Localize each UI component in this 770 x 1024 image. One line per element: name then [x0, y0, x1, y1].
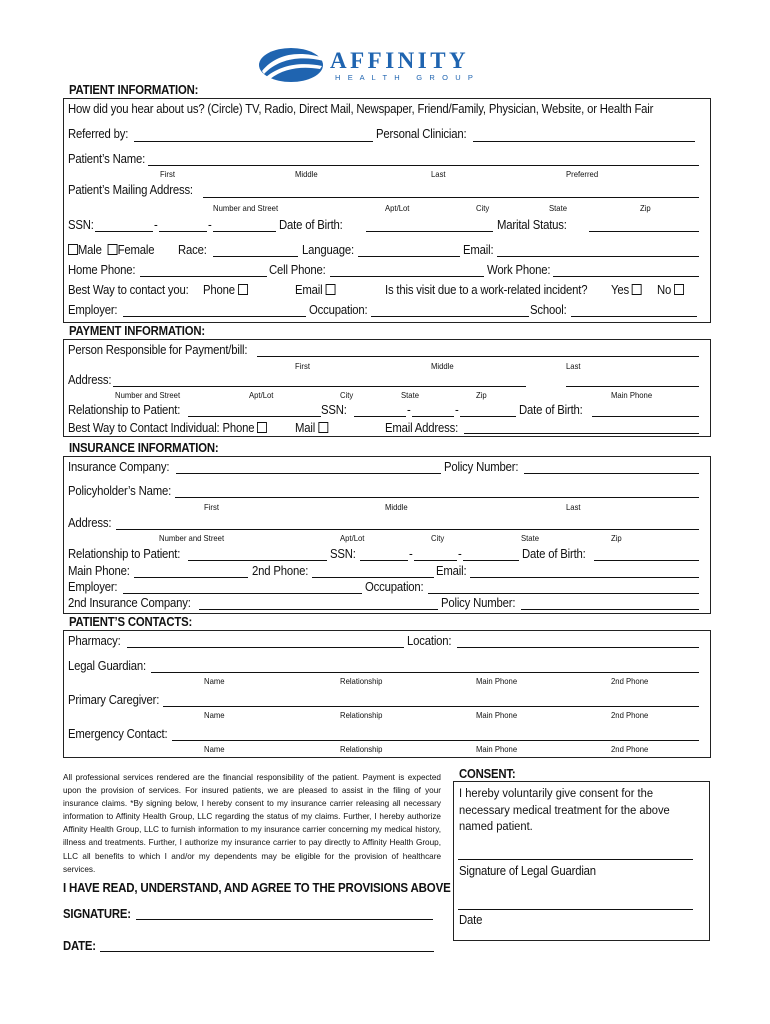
- emergency-main-phone: Main Phone: [476, 744, 518, 754]
- pay-mail-checkbox[interactable]: [318, 422, 328, 433]
- referred-field[interactable]: [134, 141, 373, 142]
- ins-address-label: Address:: [68, 516, 112, 530]
- logo-subtitle: H E A L T H G R O U P: [335, 73, 476, 82]
- contact-email-checkbox[interactable]: [325, 284, 335, 295]
- race-label: Race:: [178, 243, 207, 257]
- guardian-signature-label: Signature of Legal Guardian: [459, 864, 596, 878]
- financial-disclaimer: All professional services rendered are the financial responsibility of the patient. Payment is expected upon the provision of services. For insured patients, we are pleased to assist in the filing of your insurance claims. *By signing below, I hereby consent to my insurance carrier releasing all necessary information to Affinity Health Group, LLC regarding the status of my claims. Further, I hereby authorize Affinity Health Group, LLC to furnish information to my insurance carrier concerning my medical history, illness and treatments. Further, I authorize my insurance carrier to pay directly to Affinity Health Group, LLC all benefits to which I and/or my dependents may be eligible for the provision of healthcare services.: [63, 773, 441, 874]
- signature-field[interactable]: [136, 919, 433, 920]
- school-field[interactable]: [571, 316, 697, 317]
- occupation-field[interactable]: [371, 316, 529, 317]
- patient-heading: PATIENT INFORMATION:: [69, 83, 199, 97]
- pharmacy-field[interactable]: [127, 647, 404, 648]
- pay-dob-label: Date of Birth:: [519, 403, 583, 417]
- holder-last: Last: [566, 502, 581, 512]
- ins-dob-label: Date of Birth:: [522, 547, 586, 561]
- language-label: Language:: [302, 243, 354, 257]
- caregiver-label: Primary Caregiver:: [68, 693, 160, 707]
- ssn-field-1[interactable]: [95, 231, 153, 232]
- pay-ssn-dash-1: -: [407, 403, 411, 417]
- ins-second-phone-field[interactable]: [312, 577, 434, 578]
- pay-address-field[interactable]: [113, 386, 526, 387]
- contact-email-label: Email: [295, 283, 323, 297]
- email-label: Email:: [463, 243, 494, 257]
- emergency-relationship: Relationship: [340, 744, 383, 754]
- ins-ssn-dash-1: -: [409, 547, 413, 561]
- female-checkbox[interactable]: [108, 244, 118, 255]
- ins-dob-field[interactable]: [594, 560, 699, 561]
- ins-addr-street: Number and Street: [159, 533, 225, 543]
- marital-label: Marital Status:: [497, 218, 567, 232]
- contact-phone-checkbox[interactable]: [238, 284, 248, 295]
- pay-ssn-label: SSN:: [321, 403, 347, 417]
- employer-field[interactable]: [123, 316, 306, 317]
- guardian-main-phone: Main Phone: [476, 676, 518, 686]
- holder-middle: Middle: [385, 502, 408, 512]
- ssn-label: SSN:: [68, 218, 94, 232]
- ins-relationship-label: Relationship to Patient:: [68, 547, 181, 561]
- pay-ssn-field-1[interactable]: [354, 416, 406, 417]
- name-last: Last: [431, 169, 446, 179]
- gender-row: [68, 243, 154, 258]
- ins-addr-state: State: [521, 533, 539, 543]
- holder-field[interactable]: [175, 497, 699, 498]
- patient-name-field[interactable]: [148, 165, 699, 166]
- ins-employer-label: Employer:: [68, 580, 118, 594]
- mailing-field[interactable]: [203, 197, 699, 198]
- logo-name: AFFINITY: [330, 48, 470, 73]
- signature-label: SIGNATURE:: [63, 907, 131, 921]
- consent-date-label: Date: [459, 913, 483, 927]
- pay-ssn-field-2[interactable]: [412, 416, 454, 417]
- ins-main-phone-field[interactable]: [134, 577, 248, 578]
- pay-relationship-label: Relationship to Patient:: [68, 403, 181, 417]
- responsible-field[interactable]: [257, 356, 699, 357]
- pay-email-field[interactable]: [464, 433, 699, 434]
- pay-address-label: Address:: [68, 373, 112, 387]
- pay-dob-field[interactable]: [592, 416, 699, 417]
- ins-main-phone-label: Main Phone:: [68, 564, 130, 578]
- guardian-second-phone: 2nd Phone: [611, 676, 649, 686]
- dob-field[interactable]: [366, 231, 493, 232]
- ins-occupation-field[interactable]: [428, 593, 699, 594]
- clinician-label: Personal Clinician:: [376, 127, 467, 141]
- guardian-field[interactable]: [151, 672, 699, 673]
- dob-label: Date of Birth:: [279, 218, 343, 232]
- location-field[interactable]: [457, 647, 699, 648]
- name-first: First: [160, 169, 175, 179]
- resp-last: Last: [566, 361, 581, 371]
- pay-addr-zip: Zip: [476, 390, 487, 400]
- employer-label: Employer:: [68, 303, 118, 317]
- occupation-label: Occupation:: [309, 303, 368, 317]
- male-label: Male: [77, 243, 102, 257]
- caregiver-main-phone: Main Phone: [476, 710, 518, 720]
- ssn-field-3[interactable]: [213, 231, 276, 232]
- pay-mail-label: Mail: [295, 421, 316, 435]
- holder-label: Policyholder’s Name:: [68, 484, 172, 498]
- emergency-name: Name: [204, 744, 225, 754]
- consent-text: I hereby voluntarily give consent for the necessary medical treatment for the above named patient.: [459, 786, 670, 833]
- date-field[interactable]: [100, 951, 434, 952]
- addr-street: Number and Street: [213, 203, 279, 213]
- home-phone-field[interactable]: [140, 276, 267, 277]
- pay-email-label: Email Address:: [385, 421, 459, 435]
- pay-best-way: [68, 421, 267, 436]
- guardian-signature-field[interactable]: [458, 859, 693, 860]
- pay-phone-checkbox[interactable]: [257, 422, 267, 433]
- ins-addr-zip: Zip: [611, 533, 622, 543]
- no-option: [657, 283, 684, 298]
- emergency-label: Emergency Contact:: [68, 727, 168, 741]
- pay-addr-main-phone: Main Phone: [611, 390, 653, 400]
- ins-ssn-dash-2: -: [458, 547, 462, 561]
- name-middle: Middle: [295, 169, 318, 179]
- pay-mail-option: [295, 421, 328, 436]
- cell-phone-label: Cell Phone:: [269, 263, 326, 277]
- pharmacy-label: Pharmacy:: [68, 634, 121, 648]
- caregiver-field[interactable]: [163, 706, 699, 707]
- caregiver-name: Name: [204, 710, 225, 720]
- pay-addr-city: City: [340, 390, 354, 400]
- payment-heading: PAYMENT INFORMATION:: [69, 324, 205, 338]
- ins-relationship-field[interactable]: [188, 560, 327, 561]
- yes-label: Yes: [611, 283, 629, 297]
- emergency-second-phone: 2nd Phone: [611, 744, 649, 754]
- patient-name-label: Patient’s Name:: [68, 152, 146, 166]
- pay-relationship-field[interactable]: [188, 416, 321, 417]
- contact-phone-option: [203, 283, 248, 298]
- home-phone-label: Home Phone:: [68, 263, 136, 277]
- addr-city: City: [476, 203, 490, 213]
- ins-addr-apt: Apt/Lot: [340, 533, 365, 543]
- responsible-label: Person Responsible for Payment/bill:: [68, 343, 248, 357]
- pay-addr-apt: Apt/Lot: [249, 390, 274, 400]
- ins-ssn-field-1[interactable]: [360, 560, 408, 561]
- contacts-heading: PATIENT’S CONTACTS:: [69, 615, 193, 629]
- contact-phone-label: Phone: [203, 283, 235, 297]
- addr-apt: Apt/Lot: [385, 203, 410, 213]
- second-ins-policy-field[interactable]: [521, 609, 699, 610]
- ssn-dash-1: -: [154, 218, 158, 232]
- yes-checkbox[interactable]: [632, 284, 642, 295]
- second-ins-company-label: 2nd Insurance Company:: [68, 596, 191, 610]
- male-checkbox[interactable]: [68, 244, 78, 255]
- ins-email-label: Email:: [436, 564, 467, 578]
- ins-company-label: Insurance Company:: [68, 460, 170, 474]
- guardian-name: Name: [204, 676, 225, 686]
- ins-second-phone-label: 2nd Phone:: [252, 564, 309, 578]
- work-phone-label: Work Phone:: [487, 263, 551, 277]
- location-label: Location:: [407, 634, 452, 648]
- no-label: No: [657, 283, 672, 297]
- contact-label: Best Way to contact you:: [68, 283, 189, 297]
- second-ins-policy-label: Policy Number:: [441, 596, 516, 610]
- pay-addr-street: Number and Street: [115, 390, 181, 400]
- pay-ssn-dash-2: -: [455, 403, 459, 417]
- email-field[interactable]: [497, 256, 699, 257]
- ins-ssn-field-2[interactable]: [414, 560, 457, 561]
- guardian-label: Legal Guardian:: [68, 659, 146, 673]
- ins-address-field[interactable]: [116, 529, 699, 530]
- name-preferred: Preferred: [566, 169, 599, 179]
- female-label: Female: [117, 243, 155, 257]
- cell-phone-field[interactable]: [330, 276, 484, 277]
- second-ins-company-field[interactable]: [199, 609, 438, 610]
- ssn-dash-2: -: [208, 218, 212, 232]
- work-related-question: Is this visit due to a work-related incident?: [385, 283, 588, 297]
- ins-policy-field[interactable]: [524, 473, 699, 474]
- ins-occupation-label: Occupation:: [365, 580, 424, 594]
- work-phone-field[interactable]: [553, 276, 699, 277]
- yes-option: [611, 283, 642, 298]
- pay-best-way-label: Best Way to Contact Individual: Phone: [68, 421, 255, 435]
- affinity-logo: [258, 44, 518, 84]
- hear-about-us: How did you hear about us? (Circle) TV, Radio, Direct Mail, Newspaper, Friend/Family, Physician, Website, or Health Fair: [68, 102, 654, 116]
- pay-main-phone-field[interactable]: [566, 386, 699, 387]
- guardian-relationship: Relationship: [340, 676, 383, 686]
- agree-statement: I HAVE READ, UNDERSTAND, AND AGREE TO THE PROVISIONS ABOVE: [63, 880, 451, 895]
- ins-employer-field[interactable]: [123, 593, 362, 594]
- marital-field[interactable]: [589, 231, 699, 232]
- ins-company-field[interactable]: [176, 473, 441, 474]
- consent-heading: CONSENT:: [459, 767, 516, 781]
- language-field[interactable]: [358, 256, 460, 257]
- addr-state: State: [549, 203, 567, 213]
- caregiver-relationship: Relationship: [340, 710, 383, 720]
- clinician-field[interactable]: [473, 141, 695, 142]
- ins-ssn-field-3[interactable]: [463, 560, 519, 561]
- addr-zip: Zip: [640, 203, 651, 213]
- school-label: School:: [530, 303, 567, 317]
- pay-addr-state: State: [401, 390, 419, 400]
- caregiver-second-phone: 2nd Phone: [611, 710, 649, 720]
- ins-addr-city: City: [431, 533, 445, 543]
- ins-policy-label: Policy Number:: [444, 460, 519, 474]
- logo-swoosh-icon: [258, 44, 328, 84]
- resp-middle: Middle: [431, 361, 454, 371]
- ins-email-field[interactable]: [470, 577, 699, 578]
- date-label: DATE:: [63, 939, 96, 953]
- contact-email-option: [295, 283, 335, 298]
- emergency-field[interactable]: [172, 740, 699, 741]
- referred-label: Referred by:: [68, 127, 129, 141]
- holder-first: First: [204, 502, 219, 512]
- consent-date-field[interactable]: [458, 909, 693, 910]
- resp-first: First: [295, 361, 310, 371]
- pay-ssn-field-3[interactable]: [460, 416, 516, 417]
- ins-ssn-label: SSN:: [330, 547, 356, 561]
- insurance-heading: INSURANCE INFORMATION:: [69, 441, 219, 455]
- mailing-label: Patient’s Mailing Address:: [68, 183, 193, 197]
- ssn-field-2[interactable]: [159, 231, 207, 232]
- race-field[interactable]: [213, 256, 298, 257]
- no-checkbox[interactable]: [674, 284, 684, 295]
